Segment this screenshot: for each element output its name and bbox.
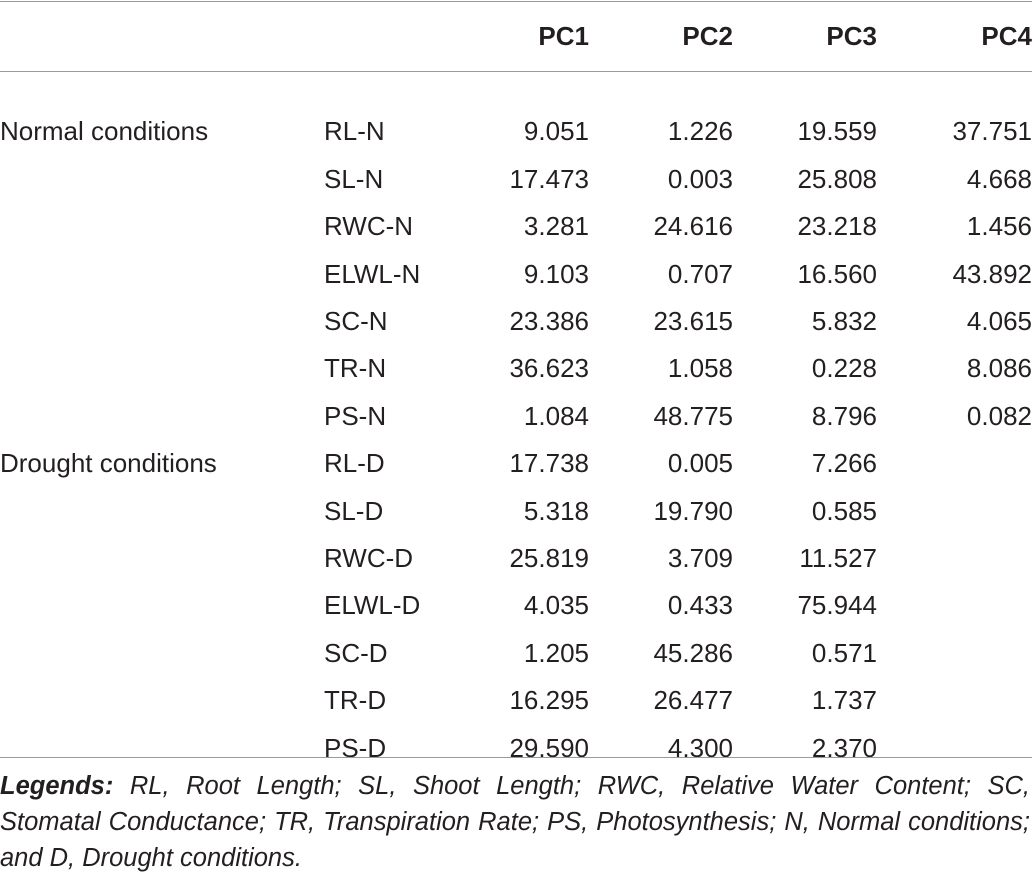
variable-cell: PS-D (324, 732, 387, 763)
legend-text: RL, Root Length; SL, Shoot Length; RWC, Relative Water Content; SC, Stomatal Conductance; TR, Transpiration Rate; PS, Photosynthesis; N, Normal conditions; and D, Drought conditions. (0, 772, 1030, 872)
condition-label (0, 582, 324, 629)
header-row (0, 12, 1032, 61)
pca-contribution-table (0, 12, 1032, 772)
pc1-cell: 5.318 (523, 495, 589, 526)
legend-label: Legends: (0, 772, 114, 800)
pc4-cell: 0.082 (966, 400, 1032, 431)
condition-label (0, 535, 324, 582)
pc2-cell: 45.286 (653, 637, 733, 668)
pc1-cell: 4.035 (523, 590, 589, 621)
pc2-cell: 1.226 (667, 116, 733, 147)
header-cell (0, 12, 324, 61)
top-rule (0, 1, 1032, 2)
table-row (0, 203, 1032, 250)
condition-label (0, 488, 324, 535)
pc1-cell: 25.819 (509, 543, 589, 574)
header-pc4: PC4 (981, 21, 1032, 51)
header-cell (324, 12, 464, 61)
pc1-cell: 1.084 (523, 400, 589, 431)
pc1-cell: 36.623 (509, 353, 589, 384)
condition-label (0, 345, 324, 392)
variable-cell: RWC-D (324, 543, 414, 574)
condition-label (0, 677, 324, 724)
pc4-cell (877, 488, 1032, 535)
pc3-cell: 16.560 (797, 258, 877, 289)
condition-label (0, 630, 324, 677)
table-body (0, 108, 1032, 772)
table-row (0, 535, 1032, 582)
pc1-cell: 29.590 (509, 732, 589, 763)
variable-cell: SL-N (324, 163, 384, 194)
variable-cell: ELWL-D (324, 590, 421, 621)
table-row (0, 108, 1032, 155)
pc4-cell (877, 440, 1032, 487)
table-legend (0, 768, 1030, 876)
table-row (0, 345, 1032, 392)
pc4-cell: 4.668 (966, 163, 1032, 194)
table-row (0, 725, 1032, 772)
pc3-cell: 11.527 (799, 543, 877, 574)
pc4-cell: 8.086 (966, 353, 1032, 384)
pc3-cell: 23.218 (797, 211, 877, 242)
pc2-cell: 23.615 (653, 306, 733, 337)
pc3-cell: 0.585 (811, 495, 877, 526)
condition-label (0, 393, 324, 440)
pc4-cell: 43.892 (952, 258, 1032, 289)
header-pc1: PC1 (538, 21, 589, 51)
pc4-cell: 1.456 (966, 211, 1032, 242)
pc2-cell: 3.709 (667, 543, 733, 574)
pc1-cell: 1.205 (523, 637, 589, 668)
condition-label: Drought conditions (0, 448, 217, 479)
pc4-cell (877, 677, 1032, 724)
pc4-cell (877, 535, 1032, 582)
pc2-cell: 0.005 (667, 448, 733, 479)
table-row (0, 630, 1032, 677)
pc2-cell: 4.300 (667, 732, 733, 763)
pc2-cell: 1.058 (667, 353, 733, 384)
variable-cell: TR-D (324, 685, 387, 716)
pc4-cell (877, 630, 1032, 677)
table-row (0, 440, 1032, 487)
pc1-cell: 17.473 (509, 163, 589, 194)
pc1-cell: 17.738 (509, 448, 589, 479)
pc2-cell: 48.775 (653, 400, 733, 431)
header-pc2: PC2 (682, 21, 733, 51)
pc3-cell: 0.228 (811, 353, 877, 384)
pc3-cell: 25.808 (797, 163, 877, 194)
pc1-cell: 9.103 (523, 258, 589, 289)
pc3-cell: 1.737 (811, 685, 877, 716)
table-row (0, 156, 1032, 203)
condition-label: Normal conditions (0, 116, 209, 147)
variable-cell: RWC-N (324, 211, 414, 242)
pc1-cell: 3.281 (523, 211, 589, 242)
pc4-cell (877, 582, 1032, 629)
variable-cell: TR-N (324, 353, 387, 384)
variable-cell: SC-D (324, 637, 388, 668)
pc1-cell: 9.051 (523, 116, 589, 147)
pc3-cell: 5.832 (811, 306, 877, 337)
variable-cell: SC-N (324, 306, 388, 337)
condition-label (0, 203, 324, 250)
pc3-cell: 19.559 (797, 116, 877, 147)
pc2-cell: 26.477 (653, 685, 733, 716)
table-row (0, 393, 1032, 440)
condition-label (0, 156, 324, 203)
condition-label (0, 725, 324, 772)
pc4-cell (877, 725, 1032, 772)
table-row (0, 488, 1032, 535)
table-row (0, 251, 1032, 298)
pc2-cell: 0.003 (667, 163, 733, 194)
pc1-cell: 16.295 (509, 685, 589, 716)
table-row (0, 582, 1032, 629)
pc2-cell: 24.616 (653, 211, 733, 242)
condition-label (0, 251, 324, 298)
pc2-cell: 0.707 (667, 258, 733, 289)
variable-cell: RL-D (324, 448, 385, 479)
pc2-cell: 0.433 (667, 590, 733, 621)
pc3-cell: 2.370 (811, 732, 877, 763)
variable-cell: RL-N (324, 116, 385, 147)
table-row (0, 298, 1032, 345)
variable-cell: PS-N (324, 400, 387, 431)
pc3-cell: 7.266 (811, 448, 877, 479)
table-row (0, 677, 1032, 724)
condition-label (0, 298, 324, 345)
variable-cell: SL-D (324, 495, 384, 526)
pc4-cell: 4.065 (966, 306, 1032, 337)
variable-cell: ELWL-N (324, 258, 421, 289)
header-pc3: PC3 (826, 21, 877, 51)
pc1-cell: 23.386 (509, 306, 589, 337)
pc3-cell: 75.944 (797, 590, 877, 621)
pc2-cell: 19.790 (653, 495, 733, 526)
pc4-cell: 37.751 (952, 116, 1032, 147)
pc3-cell: 0.571 (811, 637, 877, 668)
bottom-rule (0, 757, 1032, 758)
pc3-cell: 8.796 (811, 400, 877, 431)
